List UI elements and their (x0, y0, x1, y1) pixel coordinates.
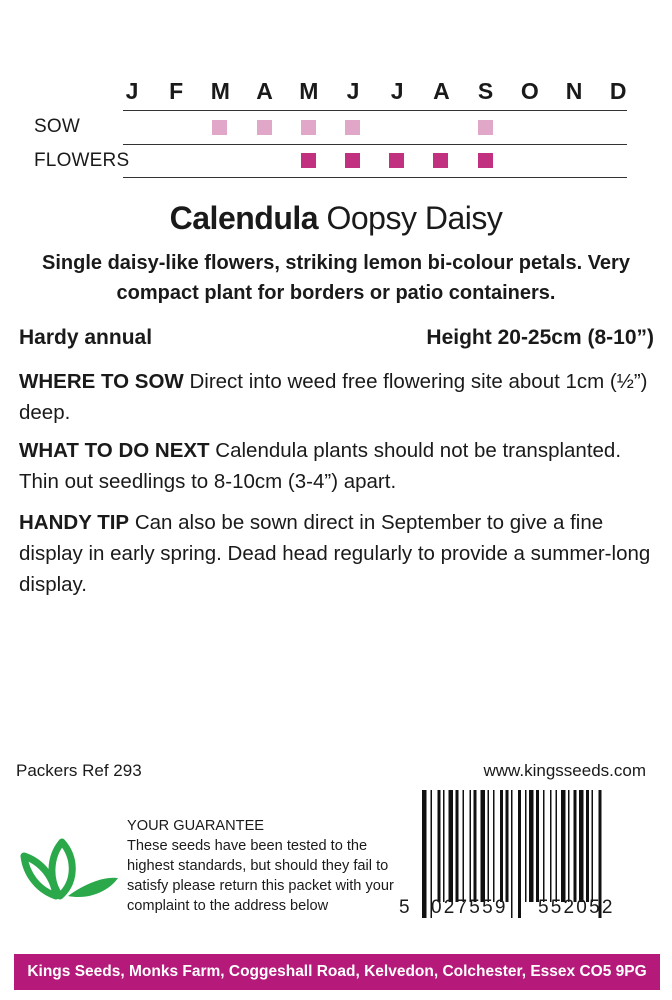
sow-month-marker (345, 120, 360, 135)
barcode-bar (456, 790, 459, 902)
calendar-rule (123, 110, 627, 111)
barcode-bar (463, 790, 465, 902)
flowers-month-marker (389, 153, 404, 168)
barcode-digits-left: 027559 (431, 897, 508, 918)
sow-month-marker (257, 120, 272, 135)
month-label: O (520, 78, 539, 104)
section-heading: WHAT TO DO NEXT (19, 439, 210, 462)
month-label: M (299, 78, 319, 104)
product-description: Single daisy-like flowers, striking lemon bi-colour petals. Very compact plant for borders or patio containers. (42, 252, 630, 304)
plant-height: Height 20-25cm (8-10”) (426, 326, 654, 349)
calendar-rule (123, 177, 627, 178)
month-label: M (210, 78, 230, 104)
sow-month-marker (478, 120, 493, 135)
barcode-bar (470, 790, 472, 902)
plant-type: Hardy annual (19, 326, 153, 349)
flowers-month-marker (478, 153, 493, 168)
what-to-do-next-section (19, 435, 655, 497)
flowers-month-marker (345, 153, 360, 168)
handy-tip-section (19, 507, 655, 600)
section-text: Calendula plants should not be transplanted. Thin out seedlings to 8-10cm (3-4”) apart. (19, 439, 622, 493)
leaves-logo-icon (18, 836, 122, 902)
barcode-bar (536, 790, 539, 902)
barcode-bar (422, 790, 427, 918)
barcode-bar (500, 790, 503, 902)
product-variety: Oopsy Daisy (326, 200, 503, 236)
month-label: J (390, 78, 404, 104)
barcode-bar (579, 790, 584, 902)
section-text: Direct into weed free flowering site about 1cm (½”) deep. (19, 370, 648, 424)
barcode-bar (568, 790, 570, 902)
month-label: S (477, 78, 494, 104)
barcode-bar (525, 790, 527, 902)
month-label: J (346, 78, 360, 104)
barcode-bar (443, 790, 445, 902)
sow-month-marker (301, 120, 316, 135)
barcode-bar (543, 790, 545, 902)
section-heading: HANDY TIP (19, 511, 130, 534)
address-band: Kings Seeds, Monks Farm, Coggeshall Road, Kelvedon, Colchester, Essex CO5 9PG (14, 954, 660, 990)
flowers-month-marker (433, 153, 448, 168)
month-label: A (433, 78, 450, 104)
barcode-bar (518, 790, 521, 918)
sowing-calendar (0, 0, 672, 190)
guarantee-block (127, 816, 402, 916)
barcode-bar (574, 790, 577, 902)
barcode-bar (481, 790, 486, 902)
flowers-month-marker (301, 153, 316, 168)
barcode-bar (561, 790, 566, 902)
barcode-bar (449, 790, 454, 902)
barcode-bar (488, 790, 490, 902)
barcode-bar (474, 790, 477, 902)
guarantee-title: YOUR GUARANTEE (127, 818, 265, 834)
barcode-bar (506, 790, 509, 902)
barcode-bar (586, 790, 589, 902)
barcode-bar (438, 790, 441, 902)
month-label: D (609, 78, 627, 104)
guarantee-text: These seeds have been tested to the highest standards, but should they fail to satisfy please return this packet with your complaint to the address below (127, 838, 394, 914)
sow-month-marker (212, 120, 227, 135)
section-heading: WHERE TO SOW (19, 370, 184, 393)
barcode-bar (493, 790, 495, 902)
barcode-digits-right: 552052 (538, 897, 615, 918)
month-label: N (565, 78, 583, 104)
calendar-rule (123, 144, 627, 145)
month-label: A (256, 78, 273, 104)
month-label: J (125, 78, 139, 104)
product-name: Calendula (169, 200, 319, 236)
sow-row-label: SOW (34, 116, 80, 137)
website-link[interactable]: www.kingsseeds.com (483, 761, 646, 780)
month-label: F (169, 78, 184, 104)
barcode-bar (529, 790, 534, 902)
section-text: Can also be sown direct in September to give a fine display in early spring. Dead head regularly to provide a summer-long display. (19, 511, 651, 596)
product-title (0, 200, 672, 237)
barcode-digit-first: 5 (399, 897, 410, 918)
packers-ref: Packers Ref 293 (16, 761, 142, 780)
flowers-row-label: FLOWERS (34, 150, 130, 171)
barcode-bar (556, 790, 558, 902)
barcode-bar (550, 790, 552, 902)
where-to-sow-section (19, 366, 655, 428)
barcode-bar (592, 790, 594, 902)
barcode-bar (511, 790, 513, 918)
